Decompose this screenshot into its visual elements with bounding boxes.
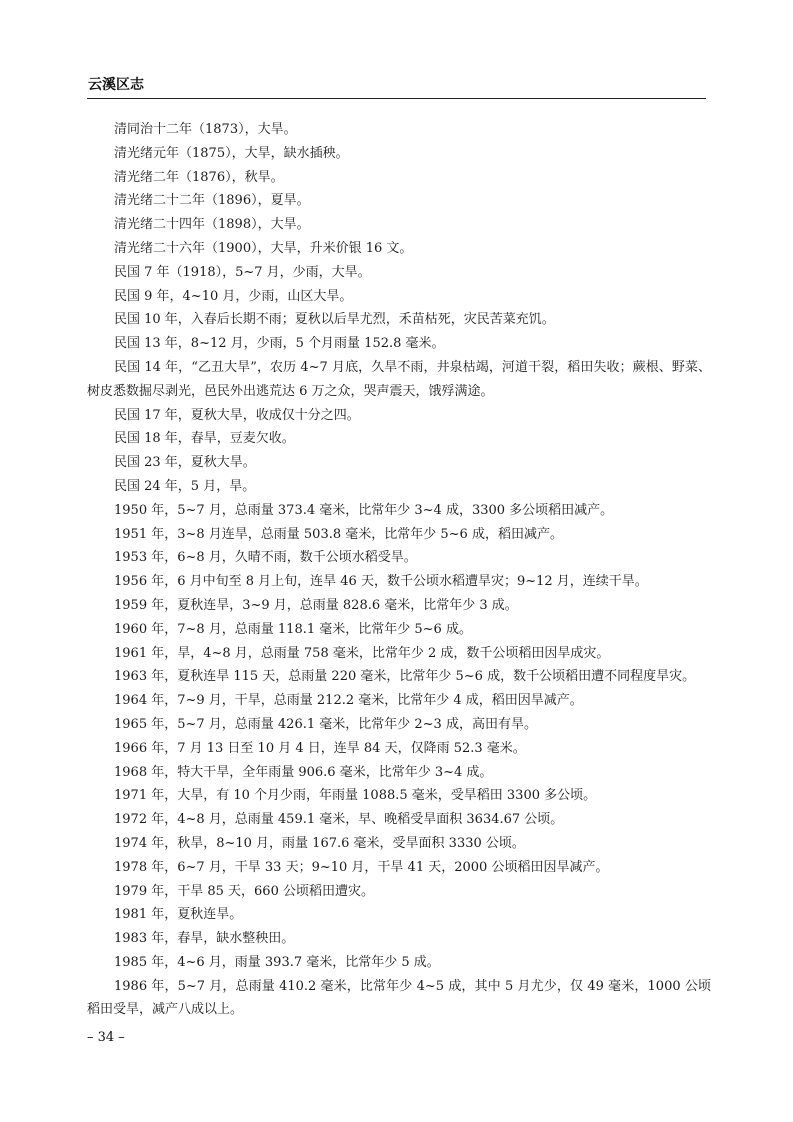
entry-1960: 1960 年，7~8 月，总雨量 118.1 毫米，比常年少 5~6 成。 [114,621,472,637]
entry-1974: 1974 年，秋旱，8~10 月，雨量 167.6 毫米，受旱面积 3330 公顷。 [114,835,525,851]
entry-1979: 1979 年，干旱 85 天，660 公顷稻田遭灾。 [114,883,374,899]
entry-1968: 1968 年，特大干旱，全年雨量 906.6 毫米，比常年少 3~4 成。 [114,764,493,780]
entry-1876: 清光绪二年（1876），秋旱。 [114,169,284,185]
entry-1983: 1983 年，春旱，缺水整秧田。 [114,931,295,947]
page-number: – 34 – [87,1030,125,1045]
entry-minguo-9: 民国 9 年，4~10 月，少雨，山区大旱。 [114,288,353,304]
entry-1964: 1964 年，7~9 月，干旱，总雨量 212.2 毫米，比常年少 4 成，稻田因旱减产。 [114,693,583,709]
chronicle-body [87,118,711,1022]
entry-minguo-14: 民国 14 年，“乙丑大旱”，农历 4~7 月底，久旱不雨，井泉枯竭，河道干裂，稻田失收；蕨根、野菜、树皮悉数掘尽剥光，邑民外出逃荒达 6 万之众，哭声震天，饿殍满途。 [87,359,711,399]
entry-1959: 1959 年，夏秋连旱，3~9 月，总雨量 828.6 毫米，比常年少 3 成。 [114,597,518,613]
entry-1972: 1972 年，4~8 月，总雨量 459.1 毫米，早、晚稻受旱面积 3634.67 公顷。 [114,812,564,828]
header-divider [87,98,706,99]
entry-1963: 1963 年，夏秋连旱 115 天，总雨量 220 毫米，比常年少 5~6 成，数千公顷稻田遭不同程度旱灾。 [114,669,696,685]
entry-1900: 清光绪二十六年（1900），大旱，升米价银 16 文。 [114,240,413,256]
entry-1971: 1971 年，大旱，有 10 个月少雨，年雨量 1088.5 毫米，受旱稻田 3300 多公顷。 [114,788,597,804]
entry-minguo-23: 民国 23 年，夏秋大旱。 [114,455,256,471]
entry-1978: 1978 年，6~7 月，干旱 33 天；9~10 月，干旱 41 天，2000 公顷稻田因旱减产。 [114,859,609,875]
entry-minguo-13: 民国 13 年，8~12 月，少雨，5 个月雨量 152.8 毫米。 [114,336,445,352]
entry-minguo-17: 民国 17 年，夏秋大旱，收成仅十分之四。 [114,407,360,423]
entry-1875: 清光绪元年（1875），大旱，缺水插秧。 [114,145,349,161]
entry-1981: 1981 年，夏秋连旱。 [114,907,243,923]
entry-1986: 1986 年，5~7 月，总雨量 410.2 毫米，比常年少 4~5 成，其中 5 月尤少，仅 49 毫米，1000 公顷稻田受旱，减产八成以上。 [87,978,711,1018]
entry-1985: 1985 年，4~6 月，雨量 393.7 毫米，比常年少 5 成。 [114,954,440,970]
entry-1898: 清光绪二十四年（1898），大旱。 [114,217,310,233]
entry-1961: 1961 年，旱，4~8 月，总雨量 758 毫米，比常年少 2 成，数千公顷稻田因旱成灾。 [114,645,610,661]
entry-1965: 1965 年，5~7 月，总雨量 426.1 毫米，比常年少 2~3 成，高田有旱。 [114,716,537,732]
entry-minguo-18: 民国 18 年，春旱，豆麦欠收。 [114,431,295,447]
entry-1953: 1953 年，6~8 月，久晴不雨，数千公顷水稻受旱。 [114,550,417,566]
running-head-title: 云溪区志 [88,77,144,93]
entry-1966: 1966 年，7 月 13 日至 10 月 4 日，连旱 84 天，仅降雨 52.3 毫米。 [114,740,526,756]
entry-1873: 清同治十二年（1873），大旱。 [114,122,297,137]
entry-1956: 1956 年，6 月中旬至 8 月上旬，连旱 46 天，数千公顷水稻遭旱灾；9~12 月，连续干旱。 [114,574,648,590]
entry-minguo-24: 民国 24 年，5 月，旱。 [114,478,256,494]
entry-1918: 民国 7 年（1918），5~7 月，少雨，大旱。 [114,264,371,280]
entry-1951: 1951 年，3~8 月连旱，总雨量 503.8 毫米，比常年少 5~6 成，稻田减产。 [114,526,563,542]
entry-1896: 清光绪二十二年（1896），夏旱。 [114,193,310,209]
entry-minguo-10: 民国 10 年，入春后长期不雨；夏秋以后旱尤烈，禾苗枯死，灾民苦菜充饥。 [114,312,555,328]
entry-1950: 1950 年，5~7 月，总雨量 373.4 毫米，比常年少 3~4 成，3300 多公顷稻田减产。 [114,502,614,518]
